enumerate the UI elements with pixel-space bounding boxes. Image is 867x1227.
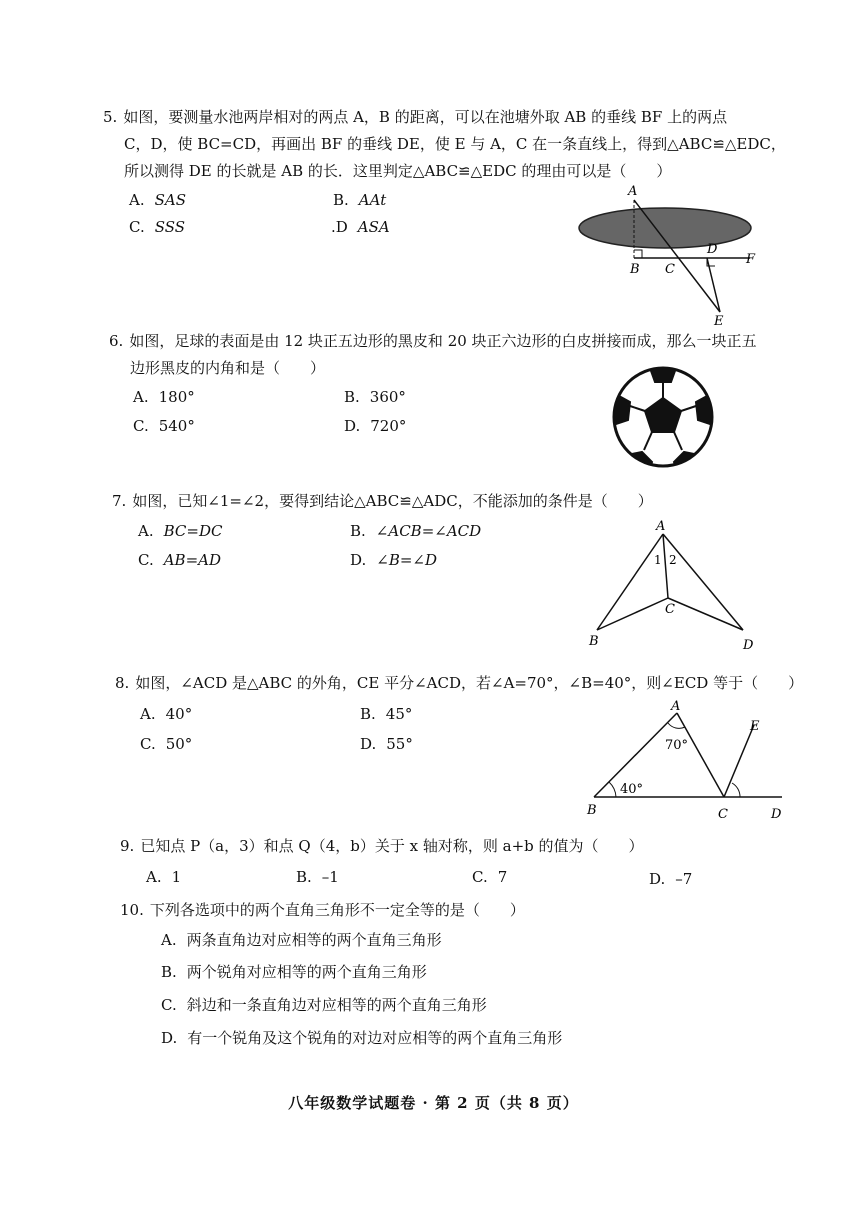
q7-option-b[interactable]: B. ∠ACB=∠ACD xyxy=(350,522,482,540)
fig8-label-b: B xyxy=(587,803,597,818)
fig5-label-d: D xyxy=(707,242,718,257)
q5-option-b[interactable]: B. AAt xyxy=(333,191,387,209)
pond-shape xyxy=(579,208,751,248)
fig8-label-a: A xyxy=(671,699,681,714)
q8-option-a[interactable]: A. 40° xyxy=(140,705,193,723)
q10-option-b[interactable]: B. 两个锐角对应相等的两个直角三角形 xyxy=(161,963,427,981)
triangle-abc-adc-figure xyxy=(580,512,770,657)
q6-option-d[interactable]: D. 720° xyxy=(344,417,407,435)
question-6: 6. 如图，足球的表面是由 12 块正五边形的黑皮和 20 块正六边形的白皮拼接而成，那么一块正五 xyxy=(109,328,757,355)
q5-option-c[interactable]: C. SSS xyxy=(129,218,186,236)
question-7: 7. 如图，已知∠1=∠2，要得到结论△ABC≌△ADC，不能添加的条件是（ ） xyxy=(112,488,653,515)
q8-option-c[interactable]: C. 50° xyxy=(140,735,193,753)
q6-option-a[interactable]: A. 180° xyxy=(133,388,195,406)
fig7-label-c: C xyxy=(665,602,675,617)
question-5 xyxy=(103,104,727,131)
fig8-label-d: D xyxy=(771,807,782,822)
question-number: 10. xyxy=(120,901,144,919)
question-number: 9. xyxy=(120,837,135,855)
fig7-label-angle-2: 2 xyxy=(669,553,677,567)
q10-option-d[interactable]: D. 有一个锐角及这个锐角的对边对应相等的两个直角三角形 xyxy=(161,1029,563,1047)
q8-option-b[interactable]: B. 45° xyxy=(360,705,413,723)
q6-option-b[interactable]: B. 360° xyxy=(344,388,406,406)
question-6-line-2: 边形黑皮的内角和是（ ） xyxy=(130,359,326,377)
fig8-label-c: C xyxy=(718,807,728,822)
fig5-label-e: E xyxy=(714,314,724,329)
q8-option-d[interactable]: D. 55° xyxy=(360,735,413,753)
fig7-label-a: A xyxy=(656,519,666,534)
q9-option-c[interactable]: C. 7 xyxy=(472,868,508,886)
fig8-label-40: 40° xyxy=(620,782,644,797)
question-8: 8. 如图，∠ACD 是△ABC 的外角，CE 平分∠ACD，若∠A=70°，∠B=40°，则∠ECD 等于（ ） xyxy=(115,670,803,697)
question-number: 5. xyxy=(103,108,118,126)
pond-figure xyxy=(570,180,770,330)
fig5-label-a: A xyxy=(628,184,638,199)
fig7-label-d: D xyxy=(743,638,754,653)
q9-option-b[interactable]: B. –1 xyxy=(296,868,339,886)
question-9: 9. 已知点 P（a，3）和点 Q（4，b）关于 x 轴对称，则 a+b 的值为（ ） xyxy=(120,833,644,860)
question-number: 8. xyxy=(115,674,130,692)
q9-option-d[interactable]: D. –7 xyxy=(649,870,693,888)
fig7-label-angle-1: 1 xyxy=(654,553,662,567)
fig5-label-f: F xyxy=(746,252,756,267)
fig7-label-b: B xyxy=(589,634,599,649)
q7-option-a[interactable]: A. BC=DC xyxy=(138,522,223,540)
question-5-line-1: 5. 如图，要测量水池两岸相对的两点 A，B 的距离，可以在池塘外取 AB 的垂线 BF 上的两点 xyxy=(103,104,727,131)
q7-option-c[interactable]: C. AB=AD xyxy=(138,551,222,569)
question-number: 6. xyxy=(109,332,124,350)
q5-option-a[interactable]: A. SAS xyxy=(129,191,186,209)
question-10: 10. 下列各选项中的两个直角三角形不一定全等的是（ ） xyxy=(120,897,525,924)
q9-option-a[interactable]: A. 1 xyxy=(146,868,182,886)
fig5-label-b: B xyxy=(630,262,640,277)
fig8-label-70: 70° xyxy=(665,738,689,753)
q7-option-d[interactable]: D. ∠B=∠D xyxy=(350,551,438,569)
q5-option-d[interactable]: .D ASA xyxy=(331,218,390,236)
soccer-ball-icon xyxy=(610,364,716,470)
q6-option-c[interactable]: C. 540° xyxy=(133,417,195,435)
fig5-label-c: C xyxy=(665,262,675,277)
question-5-line-2: C，D，使 BC=CD，再画出 BF 的垂线 DE，使 E 与 A，C 在一条直线上，得到△ABC≌△EDC， xyxy=(124,135,786,153)
exterior-angle-figure xyxy=(582,697,792,827)
q10-option-c[interactable]: C. 斜边和一条直角边对应相等的两个直角三角形 xyxy=(161,996,487,1014)
question-number: 7. xyxy=(112,492,127,510)
page-footer: 八年级数学试题卷 · 第 2 页（共 8 页） xyxy=(288,1094,579,1112)
fig8-label-e: E xyxy=(750,719,760,734)
q10-option-a[interactable]: A. 两条直角边对应相等的两个直角三角形 xyxy=(161,931,442,949)
question-5-line-3: 所以测得 DE 的长就是 AB 的长．这里判定△ABC≌△EDC 的理由可以是（ ） xyxy=(124,162,672,180)
